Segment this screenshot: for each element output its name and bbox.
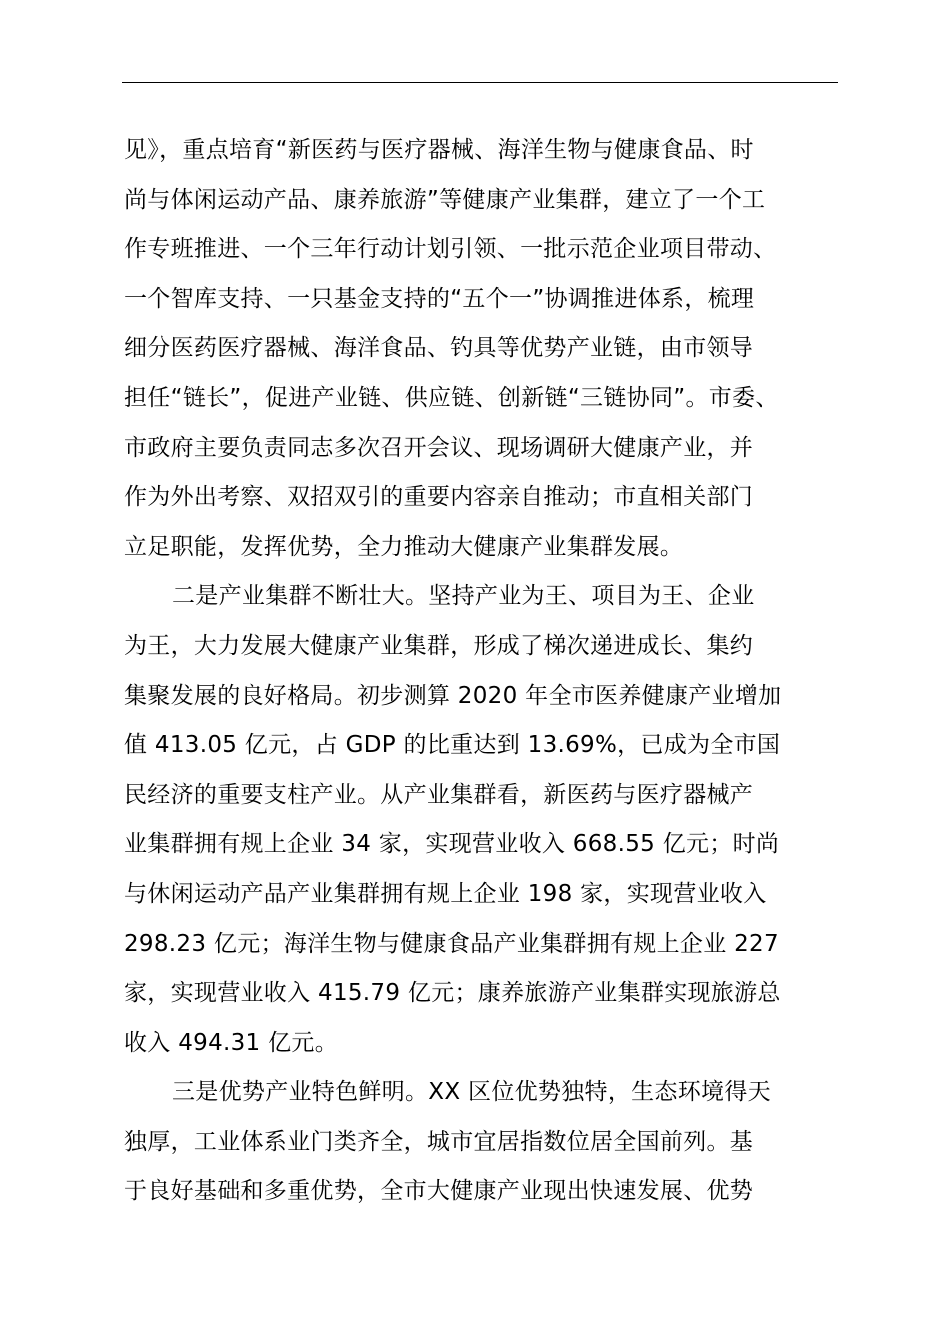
text-line: 为王，大力发展大健康产业集群，形成了梯次递进成长、集约 <box>124 632 754 659</box>
header-rule <box>122 82 838 83</box>
text-line: 与休闲运动产品产业集群拥有规上企业 198 家，实现营业收入 <box>124 880 767 907</box>
text-line: 市政府主要负责同志多次召开会议、现场调研大健康产业，并 <box>124 434 754 461</box>
text-line: 作为外出考察、双招双引的重要内容亲自推动；市直相关部门 <box>124 484 754 511</box>
text-line: 担任“链长”，促进产业链、供应链、创新链“三链协同”。市委、 <box>124 384 779 411</box>
text-line: 见》，重点培育“新医药与医疗器械、海洋生物与健康食品、时 <box>124 137 754 163</box>
text-line: 尚与体闲运动产品、康养旅游”等健康产业集群，建立了一个工 <box>124 186 766 213</box>
text-line: 独厚，工业体系业门类齐全，城市宜居指数位居全国前列。基 <box>124 1128 754 1155</box>
text-line: 集聚发展的良好格局。初步测算 2020 年全市医养健康产业增加 <box>124 682 782 709</box>
text-line: 业集群拥有规上企业 34 家，实现营业收入 668.55 亿元；时尚 <box>124 831 780 858</box>
text-line: 值 413.05 亿元，占 GDP 的比重达到 13.69%，已成为全市国 <box>124 732 781 759</box>
text-line: 家，实现营业收入 415.79 亿元；康养旅游产业集群实现旅游总 <box>124 980 781 1007</box>
text-line: 立足职能，发挥优势，全力推动大健康产业集群发展。 <box>124 533 684 560</box>
text-line: 民经济的重要支柱产业。从产业集群看，新医药与医疗器械产 <box>124 781 754 808</box>
text-line: 一个智库支持、一只基金支持的“五个一”协调推进体系，梳理 <box>124 285 755 312</box>
text-line: 细分医药医疗器械、海洋食品、钓具等优势产业链，由市领导 <box>124 335 754 362</box>
text-line: 作专班推进、一个三年行动计划引领、一批示范企业项目带动、 <box>124 236 777 263</box>
text-line: 298.23 亿元；海洋生物与健康食品产业集群拥有规上企业 227 <box>124 930 779 957</box>
text-line: 收入 494.31 亿元。 <box>124 1029 338 1056</box>
paragraph-start-line: 二是产业集群不断壮大。坚持产业为王、项目为王、企业 <box>172 583 755 610</box>
body-text <box>124 126 840 1217</box>
text-line: 于良好基础和多重优势，全市大健康产业现出快速发展、优势 <box>124 1178 754 1205</box>
paragraph-start-line: 三是优势产业特色鲜明。XX 区位优势独特，生态环境得天 <box>172 1079 771 1106</box>
